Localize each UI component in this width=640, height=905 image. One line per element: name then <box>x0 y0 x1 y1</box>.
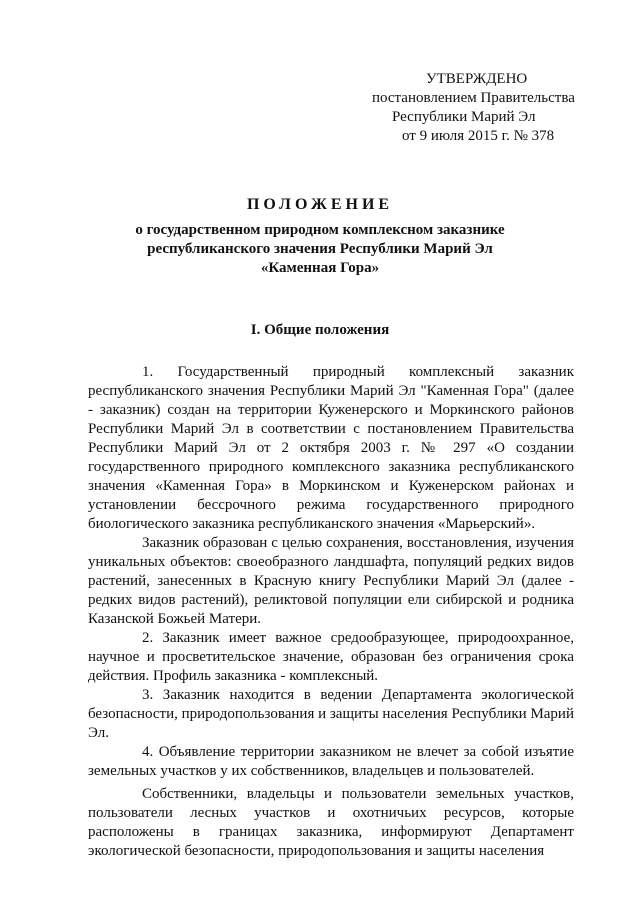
paragraph-4: 4. Объявление территории заказником не влечет за собой изъятие земельных участков у их собственников, владельцев и пользователей. <box>88 744 574 779</box>
approval-block <box>372 70 612 146</box>
paragraph-purpose: Заказник образован с целью сохранения, восстановления, изучения уникальных объектов: своеобразного ландшафта, популяций редких видов растений, занесенных в Красную книгу Республики Марий Эл (далее - редких видов растений), реликтовой популяции ели сибирской и родника Казанской Божьей Матери. <box>88 535 574 627</box>
section-heading: I. Общие положения <box>250 322 390 338</box>
document-subtitle <box>0 221 640 278</box>
approval-line-date: от 9 июля 2015 г. № 378 <box>402 128 555 144</box>
subtitle-line: «Каменная Гора» <box>260 260 380 276</box>
paragraph-1: 1. Государственный природный комплексный заказник республиканского значения Республики Марий Эл "Каменная Гора" (далее - заказник) создан на территории Куженерского и Моркинского районов Республики Марий Эл в соответствии с постановлением Правительства Республики Марий Эл от 2 октября 2003 г. № 297 «О создании государственного природного комплексного заказника республиканского значения «Каменная Гора» в Моркинском и Куженерском районах и установлении бессрочного режима государственного природного биологического заказника республиканского значения «Марьерский». <box>88 364 574 532</box>
subtitle-line: о государственном природном комплексном заказнике <box>135 222 505 238</box>
paragraph-owners: Собственники, владельцы и пользователи земельных участков, пользователи лесных участков и охотничьих ресурсов, которые расположены в границах заказника, информируют Департамент экологической безопасности, природопользования и защиты населения <box>88 786 574 859</box>
paragraph-3: 3. Заказник находится в ведении Департамента экологической безопасности, природопользования и защиты населения Республики Марий Эл. <box>88 687 574 741</box>
document-title: ПОЛОЖЕНИЕ <box>246 196 394 213</box>
subtitle-line: республиканского значения Республики Марий Эл <box>147 241 493 257</box>
approval-line-republic: Республики Марий Эл <box>392 109 536 125</box>
paragraph-2: 2. Заказник имеет важное средообразующее, природоохранное, научное и просветительское значение, образован без ограничения срока действия. Профиль заказника - комплексный. <box>88 630 574 684</box>
approval-line-decree: постановлением Правительства <box>372 90 575 106</box>
approval-title: УТВЕРЖДЕНО <box>426 71 528 87</box>
section-body <box>88 363 574 861</box>
